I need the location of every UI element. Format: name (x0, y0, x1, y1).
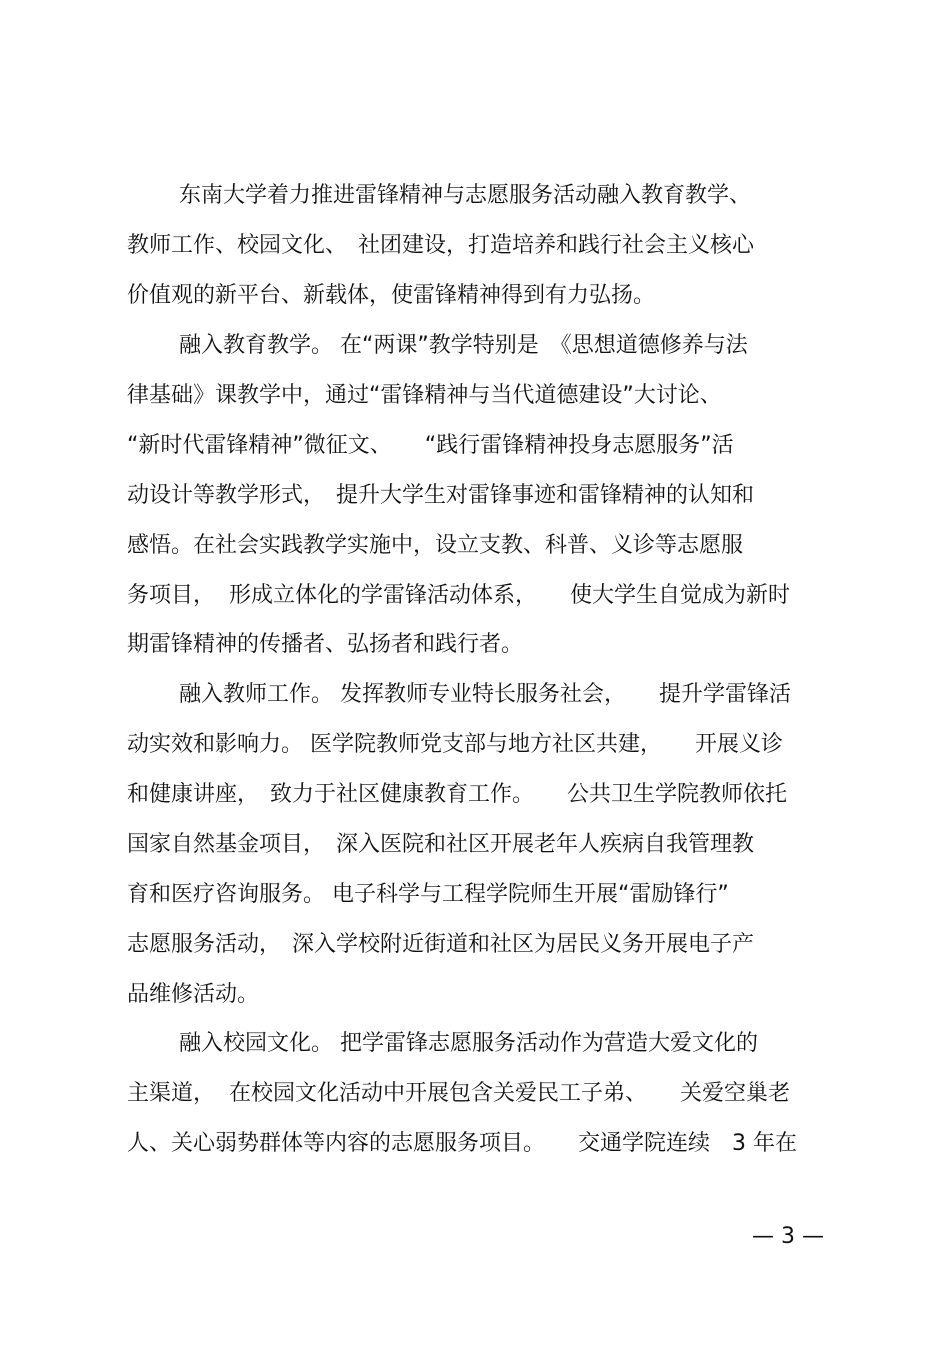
paragraph-3-line-6: 志愿服务活动， 深入学校附近街道和社区为居民义务开展电子产 (127, 932, 755, 957)
paragraph-1-line-1: 东南大学着力推进雷锋精神与志愿服务活动融入教育教学、 (179, 183, 752, 208)
paragraph-2-line-2: 律基础》课教学中，通过“雷锋精神与当代道德建设”大讨论、 (127, 383, 722, 408)
paragraph-3-line-7: 品维修活动。 (127, 982, 260, 1007)
paragraph-3-line-1: 融入教师工作。 发挥教师专业特长服务社会， 提升学雷锋活 (179, 682, 791, 707)
paragraph-4-line-2: 主渠道， 在校园文化活动中开展包含关爱民工子弟、 关爱空巢老 (127, 1081, 790, 1106)
paragraph-2-line-4: 动设计等教学形式， 提升大学生对雷锋事迹和雷锋精神的认知和 (127, 483, 755, 508)
paragraph-4-line-3: 人、关心弱势群体等内容的志愿服务项目。 交通学院连续 3 年在 (127, 1131, 797, 1156)
paragraph-2-line-3: “新时代雷锋精神”微征文、 “践行雷锋精神投身志愿服务”活 (127, 433, 734, 458)
paragraph-3-line-3: 和健康讲座， 致力于社区健康教育工作。 公共卫生学院教师依托 (127, 782, 788, 807)
paragraph-1-line-2: 教师工作、校园文化、 社团建设，打造培养和践行社会主义核心 (127, 233, 755, 258)
paragraph-2-line-5: 感悟。在社会实践教学实施中，设立支教、科普、义诊等志愿服 (127, 533, 744, 558)
paragraph-1-line-3: 价值观的新平台、新载体，使雷锋精神得到有力弘扬。 (127, 283, 656, 308)
paragraph-4-line-1: 融入校园文化。 把学雷锋志愿服务活动作为营造大爱文化的 (179, 1031, 758, 1056)
paragraph-2-line-6: 务项目， 形成立体化的学雷锋活动体系， 使大学生自觉成为新时 (127, 583, 790, 608)
paragraph-3-line-5: 育和医疗咨询服务。 电子科学与工程学院师生开展“雷励锋行” (127, 882, 729, 907)
paragraph-2-line-1: 融入教育教学。 在“两课”教学特别是 《思想道德修养与法 (179, 333, 748, 358)
paragraph-2-line-7: 期雷锋精神的传播者、弘扬者和践行者。 (127, 632, 524, 657)
paragraph-3-line-2: 动实效和影响力。 医学院教师党支部与地方社区共建， 开展义诊 (127, 732, 783, 757)
page-number: — 3 — (752, 1224, 824, 1249)
paragraph-3-line-4: 国家自然基金项目， 深入医院和社区开展老年人疾病自我管理教 (127, 832, 755, 857)
